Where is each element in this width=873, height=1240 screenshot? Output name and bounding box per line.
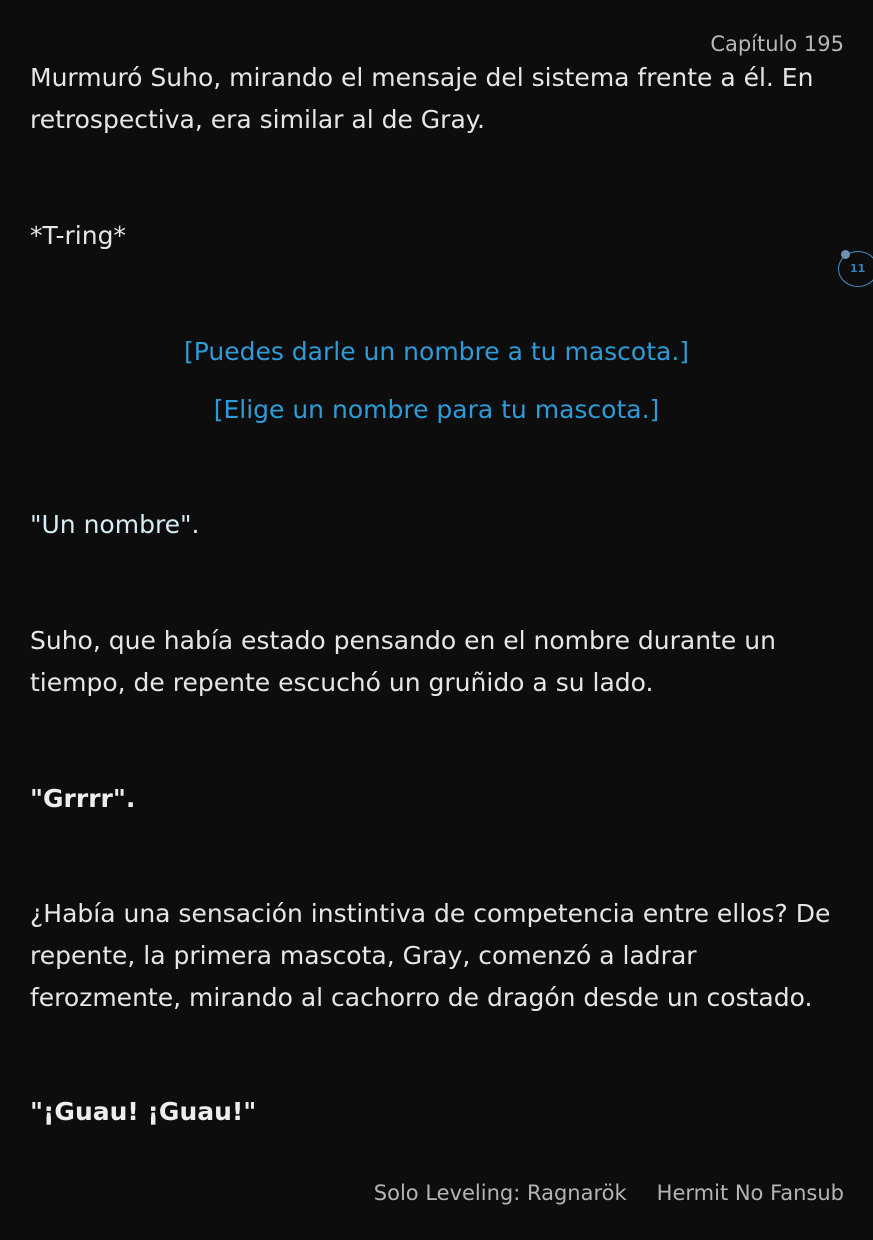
progress-indicator-dot — [841, 250, 850, 259]
dialogue-grrrr: "Grrrr". — [30, 784, 136, 813]
footer — [374, 1181, 844, 1205]
paragraph-2: Suho, que había estado pensando en el nombre durante un tiempo, de repente escuchó un gruñido a su lado. — [30, 626, 776, 697]
translator-credit: Hermit No Fansub — [656, 1181, 844, 1205]
dialogue-guau: "¡Guau! ¡Guau!" — [30, 1097, 257, 1126]
sound-effect: *T-ring* — [30, 221, 126, 250]
paragraph-3: ¿Había una sensación instintiva de competencia entre ellos? De repente, la primera mascota, Gray, comenzó a ladrar ferozmente, mirando al cachorro de dragón desde un costado. — [30, 899, 831, 1012]
progress-count: 11 — [850, 262, 866, 275]
chapter-label: Capítulo 195 — [710, 32, 844, 56]
paragraph-1: Murmuró Suho, mirando el mensaje del sistema frente a él. En retrospectiva, era similar al de Gray. — [30, 63, 814, 134]
book-title: Solo Leveling: Ragnarök — [373, 1181, 627, 1205]
dialogue-un-nombre: "Un nombre". — [30, 510, 200, 539]
system-message-2: [Elige un nombre para tu mascota.] — [213, 395, 660, 424]
system-message-1: [Puedes darle un nombre a tu mascota.] — [183, 337, 690, 366]
